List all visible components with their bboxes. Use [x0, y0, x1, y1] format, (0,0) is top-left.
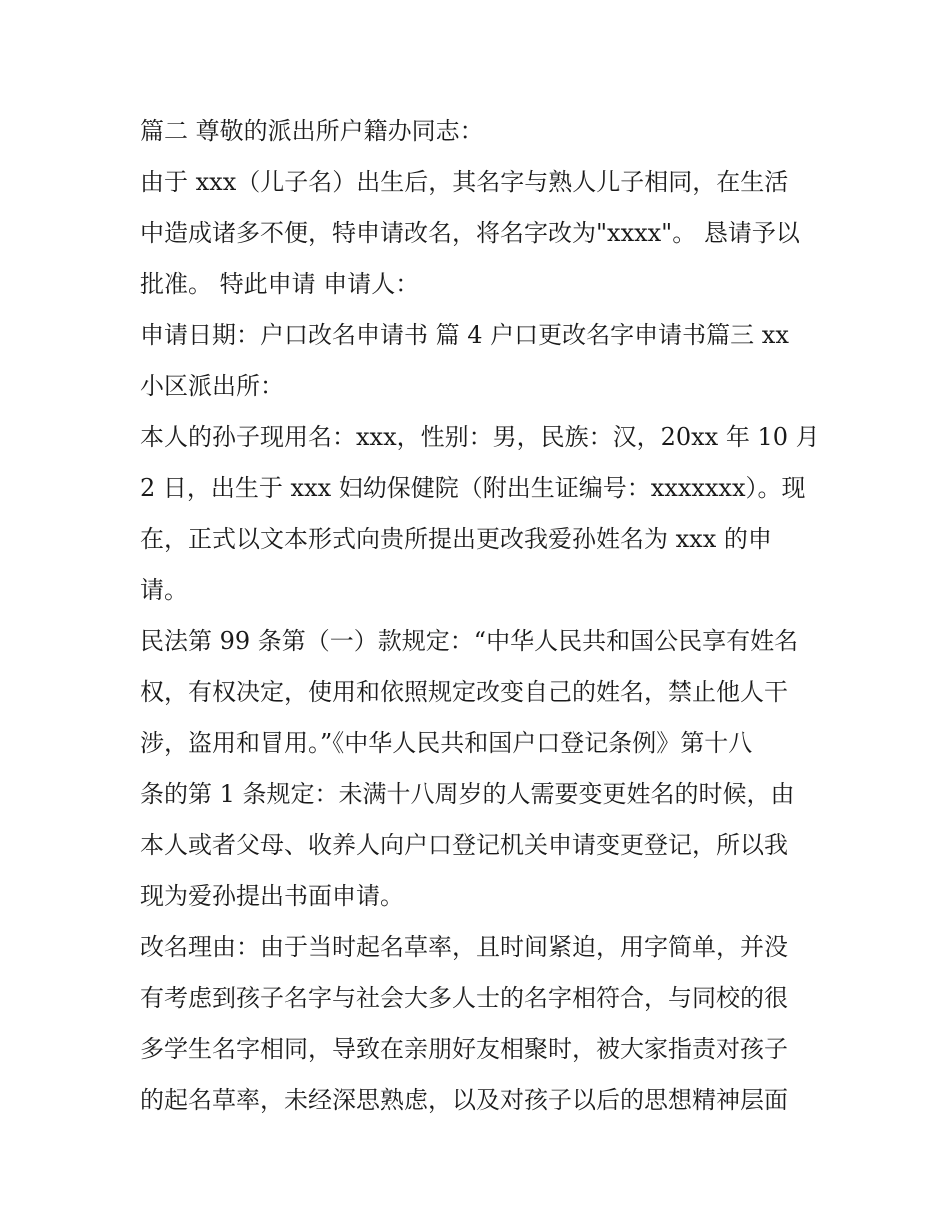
text-line: 本人或者父母、收养人向户口登记机关申请变更登记，所以我 [140, 831, 788, 859]
text-line: 有考虑到孩子名字与社会大多人士的名字相符合，与同校的很 [140, 984, 788, 1012]
document-body [140, 106, 820, 1126]
text-line: 改名理由：由于当时起名草率，且时间紧迫，用字简单，并没 [140, 933, 788, 961]
text-line: 小区派出所： [140, 372, 284, 400]
text-line: 民法第 99 条第（一）款规定：“中华人民共和国公民享有姓名 [140, 627, 799, 655]
text-line: 的起名草率，未经深思熟虑，以及对孩子以后的思想精神层面 [140, 1086, 788, 1114]
text-line: 中造成诸多不便，特申请改名，将名字改为"xxxx"。 恳请予以 [140, 219, 800, 247]
text-line: 现为爱孙提出书面申请。 [140, 882, 404, 910]
text-line: 在，正式以文本形式向贵所提出更改我爱孙姓名为 xxx 的申 [140, 525, 772, 553]
text-line: 条的第 1 条规定：未满十八周岁的人需要变更姓名的时候，由 [140, 780, 795, 808]
text-line: 请。 [140, 576, 188, 604]
text-line: 篇二 尊敬的派出所户籍办同志： [140, 117, 484, 145]
text-line: 本人的孙子现用名：xxx，性别：男，民族：汉，20xx 年 10 月 [140, 423, 820, 451]
text-line: 申请日期：户口改名申请书 篇 4 户口更改名字申请书篇三 xx [140, 321, 789, 349]
text-line: 多学生名字相同，导致在亲朋好友相聚时，被大家指责对孩子 [140, 1035, 788, 1063]
text-line: 批准。 特此申请 申请人： [140, 270, 420, 298]
text-line: 由于 xxx（儿子名）出生后，其名字与熟人儿子相同，在生活 [140, 168, 789, 196]
text-line: 涉，盗用和冒用。”《中华人民共和国户口登记条例》第十八 [140, 729, 753, 757]
text-line: 权，有权决定，使用和依照规定改变自己的姓名，禁止他人干 [140, 678, 788, 706]
text-line: 2 日，出生于 xxx 妇幼保健院（附出生证编号：xxxxxxx）。现 [140, 474, 806, 502]
